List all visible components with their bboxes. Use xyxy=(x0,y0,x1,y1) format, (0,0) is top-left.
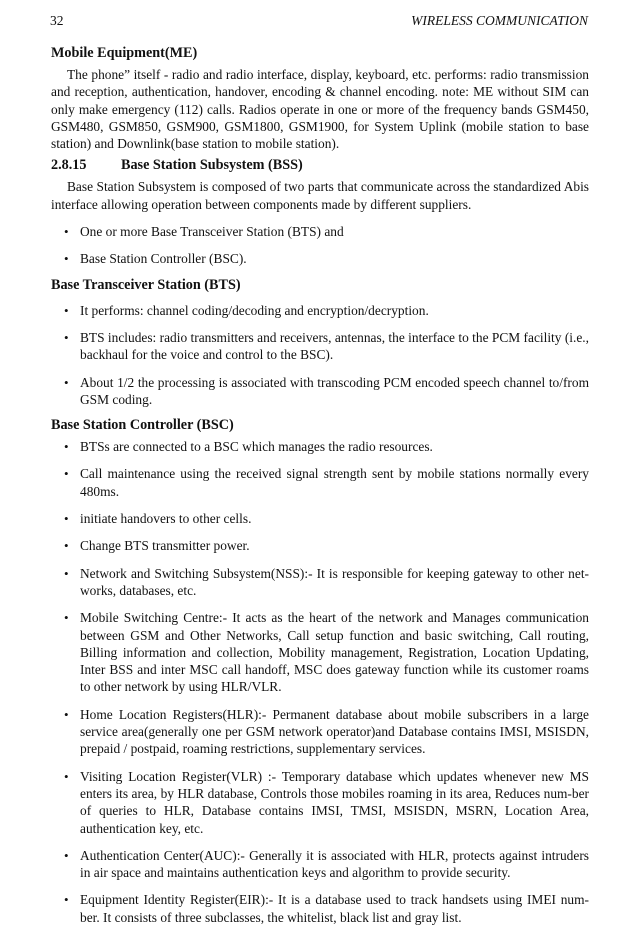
section-title: Base Station Subsystem (BSS) xyxy=(121,157,303,174)
bullet-icon: • xyxy=(64,511,69,527)
list-item: • About 1/2 the processing is associated with transcoding PCM encoded speech channel to/from GSM coding. xyxy=(64,374,589,407)
bullet-icon: • xyxy=(64,251,69,267)
bullet-icon: • xyxy=(64,538,69,554)
heading-bsc: Base Station Controller (BSC) xyxy=(51,417,234,434)
list-item: • Change BTS transmitter power. xyxy=(64,538,250,554)
page-number: 32 xyxy=(50,13,64,28)
list-item: • Home Location Registers(HLR):- Permanent database about mobile subscribers in a large service area(generally one per GSM network operator)and Database contains IMSI, MSISDN, prepaid / postpaid, roaming restrictions, supplementary services. xyxy=(64,706,589,757)
bullet-icon: • xyxy=(64,768,69,784)
section-number: 2.8.15 xyxy=(51,157,87,174)
paragraph-bss: Base Station Subsystem is composed of two parts that communicate across the standardized Abis interface allowing operation between components made by different suppliers. xyxy=(51,179,589,212)
bsc-list xyxy=(51,438,589,926)
bullet-icon: • xyxy=(64,706,69,722)
bullet-icon: • xyxy=(64,329,69,345)
heading-bts: Base Transceiver Station (BTS) xyxy=(51,276,241,293)
bullet-icon: • xyxy=(64,466,69,482)
list-item: • Authentication Center(AUC):- Generally it is associated with HLR, protects against intruders in air space and maintains authentication keys and algorithm to provide security. xyxy=(64,847,589,881)
list-item: • initiate handovers to other cells. xyxy=(64,511,252,527)
bullet-icon: • xyxy=(64,374,69,390)
heading-mobile-equipment: Mobile Equipment(ME) xyxy=(51,45,198,61)
bts-list xyxy=(51,302,589,408)
list-item: • Call maintenance using the received signal strength sent by mobile stations normally every 480ms. xyxy=(64,466,589,499)
list-item: • It performs: channel coding/decoding and encryption/decryption. xyxy=(64,302,429,318)
bullet-icon: • xyxy=(64,610,69,626)
list-item: • Network and Switching Subsystem(NSS):- It is responsible for keeping gateway to other net-works, databases, etc. xyxy=(64,565,589,598)
bullet-icon: • xyxy=(64,224,69,240)
list-item: • One or more Base Transceiver Station (BTS) and xyxy=(64,224,344,240)
bullet-icon: • xyxy=(64,565,69,581)
bullet-icon: • xyxy=(64,847,69,863)
list-item: • BTSs are connected to a BSC which manages the radio resources. xyxy=(64,439,433,455)
list-item: • Base Station Controller (BSC). xyxy=(64,251,247,267)
bullet-icon: • xyxy=(64,439,69,455)
list-item: • Equipment Identity Register(EIR):- It is a database used to track handsets using IMEI num-ber. It consists of three subclasses, the whitelist, black list and gray list. xyxy=(64,892,589,925)
page-content xyxy=(51,44,589,926)
bss-list xyxy=(51,223,589,268)
paragraph-mobile-equipment: The phone” itself - radio and radio interface, display, keyboard, etc. performs: radio transmission and reception, authentication, handover, encoding & channel encoding. note: ME without SIM can only make emergency (112) calls. Radios operate in one or more of the frequency bands GSM450, GSM480, GSM850, GSM900, GSM1800, GSM1900, for System Uplink (mobile station to base station) and Downlink(base station to mobile station). xyxy=(51,67,589,152)
bullet-icon: • xyxy=(64,892,69,908)
bullet-icon: • xyxy=(64,302,69,318)
list-item: • BTS includes: radio transmitters and receivers, antennas, the interface to the PCM facility (i.e., backhaul for the voice and control to the BSC). xyxy=(64,329,589,363)
running-title: WIRELESS COMMUNICATION xyxy=(411,13,588,28)
page-header xyxy=(50,13,588,33)
list-item: • Mobile Switching Centre:- It acts as the heart of the network and Manages communication between GSM and Other Networks, Call setup function and basic switching, Call routing, Billing information and collection, Mobility management, Registration, Location Updating, Inter BSS and inter MSC call handoff, MSC does gateway function while its customer roams to other network by using HLR/VLR. xyxy=(64,610,589,695)
heading-bss xyxy=(51,156,589,174)
list-item: • Visiting Location Register(VLR) :- Temporary database which updates whenever new MS enters its area, by HLR database, Controls those mobiles roaming in its area, Reduces num-ber of queries to HLR, Database contains IMSI, TMSI, MSISDN, MSRN, Location Area, authentication key, etc. xyxy=(64,768,589,836)
